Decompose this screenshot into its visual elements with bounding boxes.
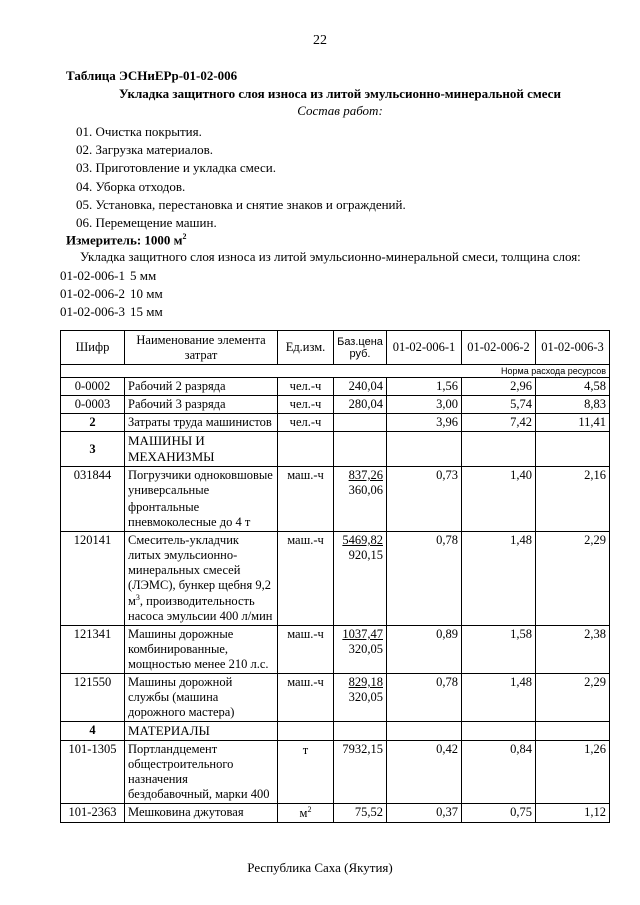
operation-item: 03. Приготовление и укладка смеси. [76, 160, 276, 176]
machines-section-row: 3 МАШИНЫ И МЕХАНИЗМЫ [61, 432, 610, 467]
operation-item: 06. Перемещение машин. [76, 215, 217, 231]
table-code: Таблица ЭСНиЕРр-01-02-006 [66, 68, 238, 83]
norm-label: Норма расхода ресурсов [61, 365, 610, 378]
operations-list [76, 123, 406, 232]
table-row: 120141 Смеситель-укладчик литых эмульсионно-минеральных смесей (ЛЭМС), бункер щебня 9,2 $м^3$, производительность насоса эмульсии 400 л/мин маш.-ч 5469,82 920,15 0,78 1,48 2,29 [61, 532, 610, 626]
work-composition-heading: Состав работ: [297, 103, 383, 118]
header-col3: 01-02-006-3 [536, 331, 610, 365]
header-name: Наименование элемента затрат [125, 331, 278, 365]
table-header-row [61, 331, 610, 365]
table-row: 101-1305 Портландцемент общестроительного назначения бездобавочный, марки 400 т 7932,15 0,42 0,84 1,26 [61, 741, 610, 804]
table-row: 031844 Погрузчики одноковшовые универсальные фронтальные пневмоколесные до 4 т маш.-ч 837,26 360,06 0,73 1,40 2,16 [61, 467, 610, 532]
operation-item: 04. Уборка отходов. [76, 178, 186, 194]
operation-item: 02. Загрузка материалов. [76, 142, 213, 158]
page-number: 22 [313, 33, 327, 48]
table-row: 0-0003 Рабочий 3 разряда чел.-ч 280,04 3,00 5,74 8,83 [61, 396, 610, 414]
variant-item: 01-02-006-1 5 мм [60, 268, 157, 283]
layer-description: Укладка защитного слоя износа из литой эмульсионно-минеральной смеси, толщина слоя: [80, 249, 581, 264]
variant-item: 01-02-006-2 10 мм [60, 286, 163, 301]
norm-label-row [61, 365, 610, 378]
measurer: Измеритель: 1000 $м^2$ [66, 232, 187, 248]
operation-item: 01. Очистка покрытия. [76, 124, 202, 139]
header-col2: 01-02-006-2 [462, 331, 536, 365]
variants-list [60, 267, 163, 321]
table-row: 101-2363 Мешковина джутовая $м^2$ 75,52 0,37 0,75 1,12 [61, 804, 610, 823]
table-row: 121341 Машины дорожные комбинированные, мощностью менее 210 л.с. маш.-ч 1037,47 320,05 0,89 1,58 2,38 [61, 626, 610, 674]
machines-section-title: МАШИНЫ И МЕХАНИЗМЫ [125, 432, 278, 467]
table-row: 121550 Машины дорожной службы (машина дорожного мастера) маш.-ч 829,18 320,05 0,78 1,48 2,29 [61, 674, 610, 722]
table-row-machinists: 2 Затраты труда машинистов чел.-ч 3,96 7,42 11,41 [61, 414, 610, 432]
header-base-price: Баз.цена руб. [334, 331, 387, 365]
header-col1: 01-02-006-1 [387, 331, 462, 365]
header-unit: Ед.изм. [278, 331, 334, 365]
materials-section-title: МАТЕРИАЛЫ [125, 722, 278, 741]
resource-norms-table [60, 330, 610, 823]
operation-item: 05. Установка, перестановка и снятие знаков и ограждений. [76, 196, 406, 212]
header-code: Шифр [61, 331, 125, 365]
materials-section-row: 4 МАТЕРИАЛЫ [61, 722, 610, 741]
footer-region: Республика Саха (Якутия) [247, 860, 393, 875]
document-title: Укладка защитного слоя износа из литой эмульсионно-минеральной смеси [119, 86, 561, 101]
table-row: 0-0002 Рабочий 2 разряда чел.-ч 240,04 1,56 2,96 4,58 [61, 378, 610, 396]
variant-item: 01-02-006-3 15 мм [60, 304, 163, 319]
